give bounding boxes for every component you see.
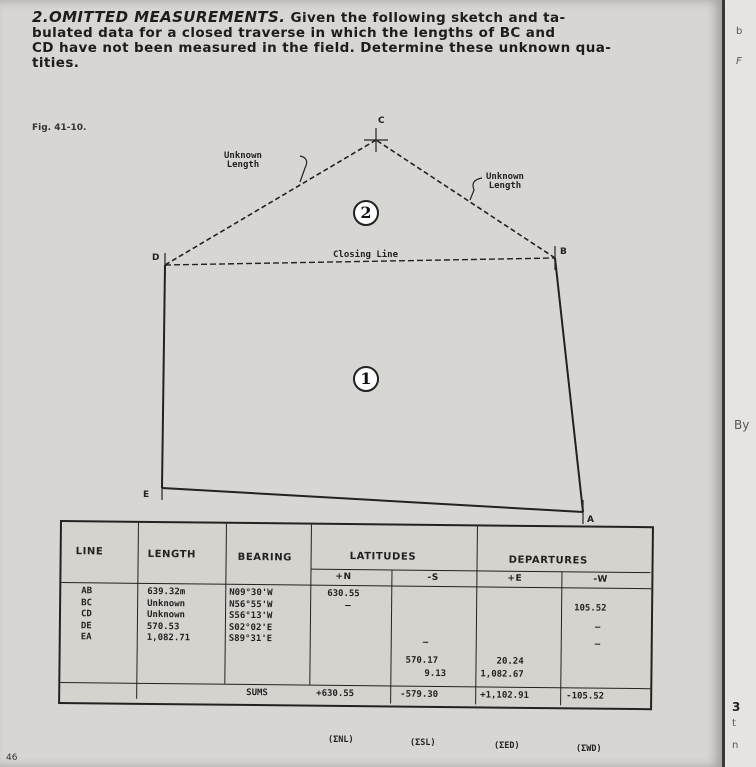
cell-de-west: —	[594, 639, 601, 650]
line-cd	[165, 140, 376, 265]
sum-east: +1,102.91	[480, 690, 530, 701]
sum-south: -579.30	[400, 689, 439, 700]
traverse-data-table	[58, 520, 654, 710]
figure-label: Fig. 41-10.	[32, 123, 87, 133]
cell-extra-east: 1,082.67	[480, 669, 524, 680]
point-c-label: C	[378, 116, 385, 126]
facing-page-edge	[722, 0, 756, 767]
col-line: AB BC CD DE EA	[80, 586, 93, 643]
sum-west: -105.52	[566, 691, 605, 702]
sum-north: +630.55	[316, 688, 355, 700]
facing-text-4: 3	[732, 700, 741, 714]
footnote-wd: (ΣWD)	[576, 744, 602, 754]
cell-ea-south: 570.17	[405, 655, 439, 666]
header-plus-e: +E	[507, 573, 523, 584]
page-number: 46	[6, 753, 18, 763]
facing-text-2: F	[736, 56, 742, 67]
point-d-label: D	[152, 253, 160, 263]
facing-text-3: By	[734, 418, 750, 432]
line-ea	[162, 488, 583, 512]
col-length: 639.32m Unknown Unknown 570.53 1,082.71	[146, 586, 191, 644]
problem-text-line1: Given the following sketch and ta-	[290, 10, 566, 26]
point-e-label: E	[143, 490, 150, 500]
closing-line-label: Closing Line	[333, 250, 399, 260]
cell-extra-south: 9.13	[424, 668, 447, 680]
unknown-length-left: Unknown Length	[224, 151, 262, 170]
region-1-marker: 1	[353, 366, 379, 392]
problem-number: 2.	[32, 8, 49, 26]
footnote-sl: (ΣSL)	[410, 738, 436, 748]
line-bc	[376, 140, 555, 258]
footnote-nl: (ΣNL)	[328, 735, 354, 745]
line-ab	[555, 258, 583, 512]
problem-text-line2: bulated data for a closed traverse in which the lengths of BC and	[32, 25, 556, 41]
cell-ab-north: 630.55	[327, 588, 360, 600]
header-departures: DEPARTURES	[508, 554, 588, 567]
facing-text-1: b	[736, 26, 743, 37]
header-length: LENGTH	[147, 548, 197, 561]
problem-text-line4: tities.	[32, 55, 80, 71]
point-a-label: A	[587, 515, 594, 525]
problem-title: OMITTED MEASUREMENTS.	[48, 8, 286, 26]
line-de	[162, 265, 165, 488]
point-b-label: B	[560, 247, 567, 257]
col-bearing: N09°30'W N56°55'W S56°13'W S02°02'E S89°31'E	[228, 587, 273, 645]
header-bearing: BEARING	[237, 551, 293, 564]
header-latitudes: LATITUDES	[349, 551, 417, 563]
region-2-marker: 2	[353, 200, 379, 226]
facing-text-5: t	[732, 718, 736, 729]
cell-bc-west: 105.52	[574, 603, 607, 614]
header-minus-s: -S	[427, 572, 439, 583]
problem-text-line3: CD have not been measured in the field. Determine these unknown qua-	[32, 40, 612, 56]
header-line: LINE	[75, 546, 104, 558]
footnote-ed: (ΣED)	[494, 741, 520, 751]
cell-bc-north: —	[345, 600, 351, 612]
unknown-length-right: Unknown Length	[486, 172, 524, 191]
header-plus-n: +N	[335, 571, 352, 583]
facing-text-6: n	[732, 740, 739, 751]
cell-ea-east: 20.24	[496, 656, 524, 667]
cell-de-south: —	[422, 637, 429, 648]
cell-cd-west: —	[594, 622, 601, 633]
header-minus-w: -W	[593, 574, 608, 585]
sums-label: SUMS	[246, 687, 268, 699]
